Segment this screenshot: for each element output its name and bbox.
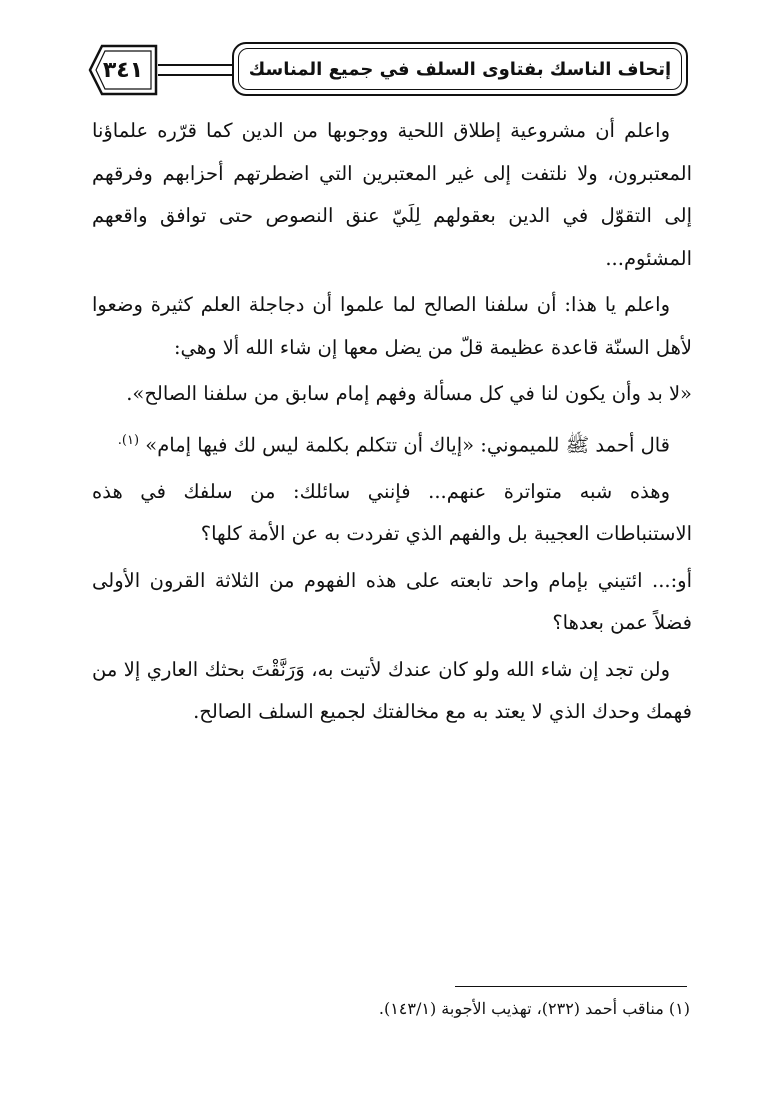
page-number: ٣٤١ — [102, 57, 144, 83]
paragraph-6: أو:... ائتيني بإمام واحد تابعته على هذه الفهوم من الثلاثة القرون الأولى فضلاً عمن بعدها؟ — [92, 568, 692, 634]
main-text — [92, 110, 692, 738]
header-connector — [158, 64, 232, 76]
paragraph-quote: «لا بد وأن يكون لنا في كل مسألة وفهم إمام سابق من سلفنا الصالح». — [126, 382, 692, 405]
paragraph-1: واعلم أن مشروعية إطلاق اللحية ووجوبها من الدين كما قرّره علماؤنا المعتبرون، ولا نلتفت إلى غير المعتبرين التي اضطرتهم أحزابهم وفرقهم إلى التقوّل في الدين بعقولهم لِلَيّ عنق النصوص حتى توافق واقعهم المشئوم... — [92, 119, 692, 270]
footnote: (١) مناقب أحمد (٢٣٢)، تهذيب الأجوبة (١٤٣/١). — [378, 999, 690, 1018]
paragraph-4 — [92, 420, 692, 467]
book-title: إتحاف الناسك بفتاوى السلف في جميع المناسك — [238, 48, 682, 90]
footnote-divider — [455, 986, 687, 987]
paragraph-4-text: قال أحمد ﷺ للميموني: «إياك أن تتكلم بكلمة ليس لك فيها إمام» — [145, 433, 670, 456]
paragraph-5: وهذه شبه متواترة عنهم... فإنني سائلك: من سلفك في هذه الاستنباطات العجيبة بل والفهم الذي تفردت به عن الأمة كلها؟ — [92, 479, 692, 545]
page-header — [88, 40, 688, 102]
paragraph-2: واعلم يا هذا: أن سلفنا الصالح لما علموا أن دجاجلة العلم كثيرة وضعوا لأهل السنّة قاعدة عظيمة قلّ من يضل معها إن شاء الله ألا وهي: — [92, 293, 692, 359]
footnote-reference: (١). — [117, 432, 140, 448]
page-number-frame — [88, 44, 158, 96]
title-frame — [232, 42, 688, 96]
paragraph-7: ولن تجد إن شاء الله ولو كان عندك لأتيت به، وَرَنَّقْتَ بحثك العاري إلا من فهمك وحدك الذي لا يعتد به مع مخالفتك لجميع السلف الصالح. — [92, 657, 692, 723]
